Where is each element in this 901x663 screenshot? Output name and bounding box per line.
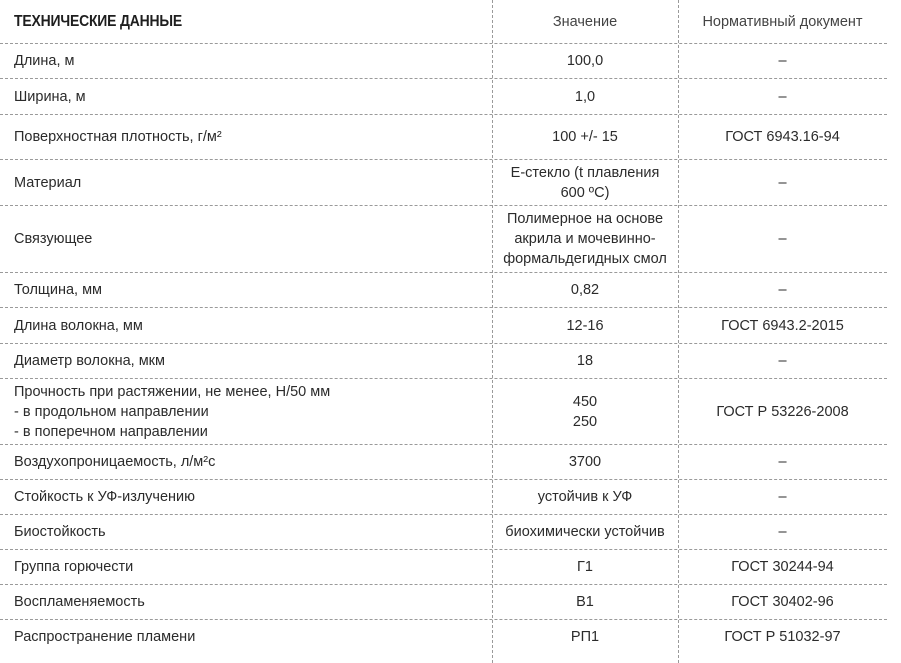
table-row [0,379,887,445]
table-row [0,550,887,585]
value-line: 250 [572,413,598,430]
parameter-value: РП1 [570,629,600,645]
table-row [0,273,887,308]
parameter-value: 18 [576,353,594,369]
name-line: - в поперечном направлении [14,423,208,440]
parameter-name: Длина волокна, мм [14,317,143,334]
value-line: формальдегидных смол [503,251,667,267]
table-row [0,115,887,160]
norm-document: – [778,282,787,298]
parameter-value: 100,0 [566,52,604,69]
parameter-value: В1 [576,594,594,610]
parameter-name: Поверхностная плотность, г/м² [14,129,222,145]
norm-document: ГОСТ 30244-94 [731,559,834,575]
norm-document: – [778,88,787,105]
norm-document: – [778,489,787,505]
norm-document: ГОСТ Р 51032-97 [724,629,841,645]
parameter-name: Связующее [14,231,93,247]
parameter-value: устойчив к УФ [537,489,633,505]
value-line: 450 [572,393,598,410]
value-line: Полимерное на основе [506,211,664,227]
parameter-name [14,379,490,444]
parameter-name: Воздухопроницаемость, л/м²с [14,454,216,470]
norm-document: – [778,174,787,191]
norm-document: – [778,524,787,540]
parameter-name: Диаметр волокна, мкм [14,353,165,369]
norm-document: ГОСТ 6943.2-2015 [721,317,844,334]
parameter-name: Стойкость к УФ-излучению [14,489,196,505]
parameter-name: Длина, м [14,52,75,69]
parameter-name: Материал [14,174,82,191]
parameter-value: 1,0 [574,88,596,105]
parameter-value: 3700 [568,454,602,470]
parameter-value [492,379,678,444]
parameter-value [492,206,678,272]
parameter-value: 12-16 [566,317,604,334]
table-row [0,308,887,344]
table-row [0,515,887,550]
parameter-name: Распространение пламени [14,629,196,645]
table-row [0,79,887,115]
table-row [0,160,887,206]
parameter-name: Биостойкость [14,524,106,540]
table-row [0,480,887,515]
table-row [0,445,887,480]
table-row [0,620,887,654]
parameter-name: Толщина, мм [14,282,103,298]
norm-document: ГОСТ 30402-96 [731,594,834,610]
norm-column-header: Нормативный документ [702,13,863,30]
norm-document: – [778,52,787,69]
name-line: Прочность при растяжении, не менее, Н/50 мм [14,383,331,400]
norm-document: ГОСТ 6943.16-94 [725,129,840,145]
norm-document: – [778,231,787,247]
table-header-row [0,0,887,44]
table-row [0,344,887,379]
norm-document: – [778,353,787,369]
parameter-name: Ширина, м [14,88,86,105]
value-column-header: Значение [552,13,618,30]
parameter-value: 100 +/- 15 [552,129,618,145]
table-row [0,585,887,620]
parameter-value [492,160,678,205]
table-row [0,43,887,79]
parameter-name: Воспламеняемость [14,594,145,610]
parameter-name: Группа горючести [14,559,134,575]
parameter-value: 0,82 [570,282,600,298]
value-line: 600 ºС) [560,184,610,201]
value-line: Е-стекло (t плавления [510,164,660,181]
parameter-value: Г1 [577,559,593,575]
norm-document: – [778,454,787,470]
value-line: акрила и мочевинно- [514,231,656,247]
norm-document: ГОСТ Р 53226-2008 [716,403,849,420]
table-row [0,206,887,273]
name-line: - в продольном направлении [14,403,209,420]
parameter-value: биохимически устойчив [505,524,665,540]
table-title: ТЕХНИЧЕСКИЕ ДАННЫЕ [14,12,183,30]
